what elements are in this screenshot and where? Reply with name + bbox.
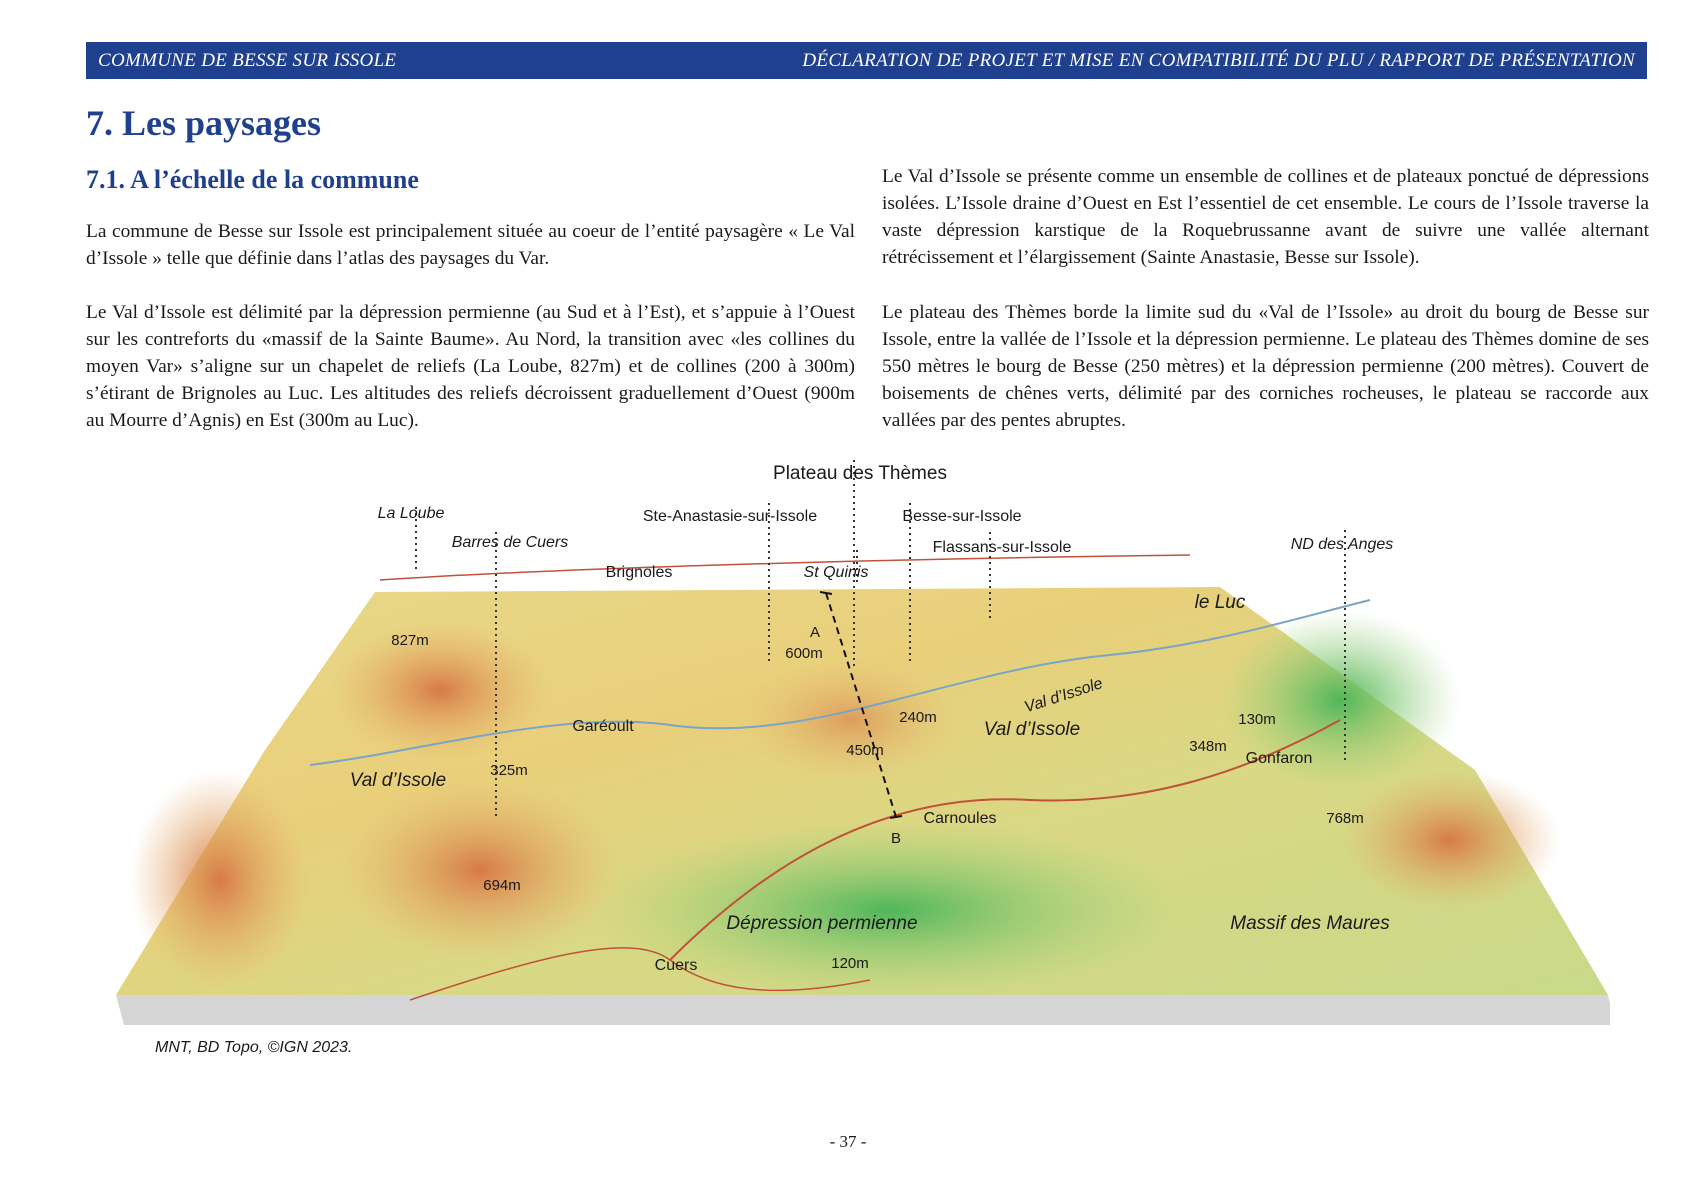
road-north	[380, 555, 1190, 580]
label-depression-permienne: Dépression permienne	[726, 913, 918, 934]
label-alt-130m: 130m	[1238, 711, 1276, 728]
label-alt-600m: 600m	[785, 645, 823, 662]
label-alt-827m: 827m	[391, 632, 429, 649]
paragraph-right-1: Le Val d’Issole se présente comme un ensemble de collines et de plateaux ponctué de dépressions isolées. L’Issole draine d’Ouest en Est l’essentiel de cet ensemble. Le cours de l’Issole traverse la vaste dépression karstique de la Roquebrussanne avant de suivre une vallée alternant rétrécissement et l’élargissement (Sainte Anastasie, Besse sur Issole).	[882, 166, 1649, 268]
label-alt-694m: 694m	[483, 877, 521, 894]
relief-west-ridge	[130, 770, 310, 990]
label-point-a: A	[809, 624, 821, 641]
page-number: - 37 -	[829, 1132, 867, 1151]
header-commune: COMMUNE DE BESSE SUR ISSOLE	[98, 49, 397, 71]
relief-map-svg	[110, 460, 1610, 1080]
label-cuers: Cuers	[654, 957, 698, 974]
label-massif-des-maures: Massif des Maures	[1230, 913, 1390, 934]
label-st-quinis: St Quinis	[803, 564, 869, 581]
relief-la-loube	[330, 620, 550, 760]
page-header	[86, 42, 1647, 79]
relief-nd-des-anges	[1340, 770, 1560, 910]
relief-map-figure	[110, 460, 1610, 1080]
figure-credit: MNT, BD Topo, ©IGN 2023.	[155, 1039, 353, 1056]
label-flassans-sur-issole: Flassans-sur-Issole	[932, 539, 1072, 556]
relief-barres-de-cuers	[340, 780, 620, 960]
label-plateau-des-themes: Plateau des Thèmes	[773, 463, 947, 484]
label-alt-348m: 348m	[1189, 738, 1227, 755]
paragraph-right-2: Le plateau des Thèmes borde la limite sud du «Val de l’Issole» au droit du bourg de Besse sur Issole, entre la vallée de l’Issole et la dépression permienne. Le plateau des Thèmes domine de ses 550 mètres le bourg de Besse (250 mètres) et la dépression permienne (200 mètres). Couvert de boisements de chênes verts, délimité par des corniches rocheuses, le plateau se raccorde aux vallées par des pentes abruptes.	[882, 302, 1649, 431]
label-le-luc: le Luc	[1194, 592, 1246, 613]
label-alt-240m: 240m	[899, 709, 937, 726]
label-barres-de-cuers: Barres de Cuers	[451, 534, 569, 551]
label-gareoult: Garéoult	[572, 718, 634, 735]
label-besse-sur-issole: Besse-sur-Issole	[902, 508, 1022, 525]
label-carnoules: Carnoules	[923, 810, 997, 827]
label-point-b: B	[890, 830, 902, 847]
header-document-title: DÉCLARATION DE PROJET ET MISE EN COMPATIBILITÉ DU PLU / RAPPORT DE PRÉSENTATION	[802, 49, 1635, 71]
subsection-title: 7.1. A l’échelle de la commune	[86, 165, 419, 194]
label-la-loube: La Loube	[377, 505, 445, 522]
paragraph-left-2: Le Val d’Issole est délimité par la dépression permienne (au Sud et à l’Est), et s’appuie à l’Ouest sur les contreforts du «massif de la Sainte Baume». Au Nord, la transition avec «les collines du moyen Var» s’aligne sur un chapelet de reliefs (La Loube, 827m) et de collines (200 à 300m) s’étirant de Brignoles au Luc. Les altitudes des reliefs décroissent graduellement d’Ouest (900m au Mourre d’Agnis) en Est (300m au Luc).	[86, 302, 855, 431]
label-alt-325m: 325m	[490, 762, 528, 779]
section-title: 7. Les paysages	[86, 103, 322, 143]
label-val-d-issole-river: Val d’Issole	[1022, 675, 1105, 717]
label-alt-450m: 450m	[846, 742, 884, 759]
label-ste-anastasie: Ste-Anastasie-sur-Issole	[642, 508, 818, 525]
label-val-d-issole-center: Val d’Issole	[983, 719, 1081, 740]
label-gonfaron: Gonfaron	[1245, 750, 1313, 767]
label-nd-des-anges: ND des Anges	[1290, 536, 1394, 553]
label-val-d-issole-west: Val d’Issole	[349, 770, 447, 791]
label-brignoles: Brignoles	[605, 564, 673, 581]
paragraph-left-1: La commune de Besse sur Issole est principalement située au coeur de l’entité paysagère « Le Val d’Issole » telle que définie dans l’atlas des paysages du Var.	[86, 221, 855, 269]
label-alt-768m: 768m	[1326, 810, 1364, 827]
label-alt-120m: 120m	[831, 955, 869, 972]
